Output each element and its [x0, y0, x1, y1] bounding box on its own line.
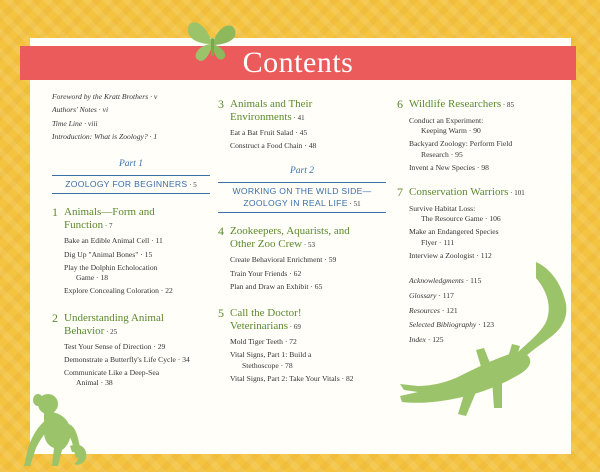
alligator-icon: [396, 258, 576, 428]
activity-entry[interactable]: Backyard Zoology: Perform Field Research · 95: [409, 139, 513, 159]
activity-entry[interactable]: Create Behavioral Enrichment · 59: [230, 255, 337, 265]
chapter-number: 6: [397, 97, 403, 111]
chapter-number: 5: [218, 306, 224, 321]
chapter-heading[interactable]: 7 Conservation Warriors · 101: [397, 185, 525, 200]
part-title[interactable]: ZOOLOGY FOR BEGINNERS · 5: [52, 175, 210, 195]
back-matter-entry[interactable]: Resources · 121: [409, 305, 458, 315]
activity-entry[interactable]: Make an Endangered Species Flyer · 111: [409, 227, 499, 247]
chapter-number: 1: [52, 205, 58, 220]
chapter-number: 7: [397, 185, 403, 200]
activity-entry[interactable]: Survive Habitat Loss: The Resource Game · 106: [409, 203, 501, 224]
activity-entry[interactable]: Demonstrate a Butterfly's Life Cycle · 34: [64, 354, 190, 364]
part-label: Part 1: [118, 159, 143, 169]
back-matter-entry[interactable]: Index · 125: [409, 335, 444, 345]
activity-entry[interactable]: Mold Tiger Teeth · 72: [230, 337, 297, 347]
back-matter-entry[interactable]: Glossary · 117: [409, 290, 454, 300]
chapter-heading[interactable]: 1 Animals—Form and Function · 7: [52, 205, 155, 232]
part-label: Part 2: [289, 166, 314, 177]
activity-entry[interactable]: Eat a Bat Fruit Salad · 45: [230, 127, 308, 137]
front-matter-entry[interactable]: Time Line · viii: [52, 118, 98, 128]
activity-entry[interactable]: Communicate Like a Deep-Sea Animal · 38: [64, 368, 160, 388]
title-banner: [20, 46, 576, 80]
chapter-heading[interactable]: 2 Understanding Animal Behavior · 25: [52, 310, 164, 337]
activity-entry[interactable]: Bake an Edible Animal Cell · 11: [64, 236, 163, 246]
monkey-icon: [14, 386, 94, 466]
chapter-number: 2: [52, 310, 58, 325]
chapter-heading[interactable]: 6 Wildlife Researchers · 85: [397, 97, 514, 111]
activity-entry[interactable]: Explore Concealing Coloration · 22: [64, 286, 173, 296]
chapter-number: 3: [218, 97, 224, 111]
activity-entry[interactable]: Conduct an Experiment: Keeping Warm · 90: [409, 115, 484, 136]
activity-entry[interactable]: Test Your Sense of Direction · 29: [64, 341, 166, 351]
page-title: Contents: [242, 46, 354, 79]
activity-entry[interactable]: Vital Signs, Part 2: Take Your Vitals · 82: [230, 373, 354, 383]
chapter-heading[interactable]: 3 Animals and Their Environments · 41: [218, 97, 313, 123]
back-matter-entry[interactable]: Selected Bibliography · 123: [409, 320, 494, 330]
activity-entry[interactable]: Vital Signs, Part 1: Build a Stethoscope · 78: [230, 350, 312, 370]
back-matter-entry[interactable]: Acknowledgments · 115: [409, 276, 482, 286]
activity-entry[interactable]: Plan and Draw an Exhibit · 65: [230, 281, 323, 291]
contents-column-1: [52, 92, 210, 392]
chapter-heading[interactable]: 4 Zookeepers, Aquarists, and Other Zoo Crew · 53: [218, 224, 350, 251]
activity-entry[interactable]: Construct a Food Chain · 48: [230, 141, 317, 151]
activity-entry[interactable]: Play the Dolphin Echolocation Game · 18: [64, 262, 158, 283]
activity-entry[interactable]: Interview a Zoologist · 112: [409, 250, 492, 260]
chapter-number: 4: [218, 224, 224, 239]
part-title[interactable]: WORKING ON THE WILD SIDE— ZOOLOGY IN REAL LIFE · 51: [218, 182, 386, 213]
contents-column-2: [218, 98, 386, 387]
activity-entry[interactable]: Invent a New Species · 98: [409, 162, 489, 172]
chapter-heading[interactable]: 5 Call the Doctor! Veterinarians · 69: [218, 306, 302, 333]
front-matter-entry[interactable]: Foreword by the Kratt Brothers · v: [52, 92, 158, 101]
butterfly-icon: [186, 14, 238, 64]
front-matter-entry[interactable]: Introduction: What is Zoology? · 1: [52, 131, 158, 141]
front-matter-entry[interactable]: Authors' Notes · vi: [52, 105, 109, 115]
activity-entry[interactable]: Dig Up "Animal Bones" · 15: [64, 249, 153, 259]
activity-entry[interactable]: Train Your Friends · 62: [230, 268, 302, 278]
